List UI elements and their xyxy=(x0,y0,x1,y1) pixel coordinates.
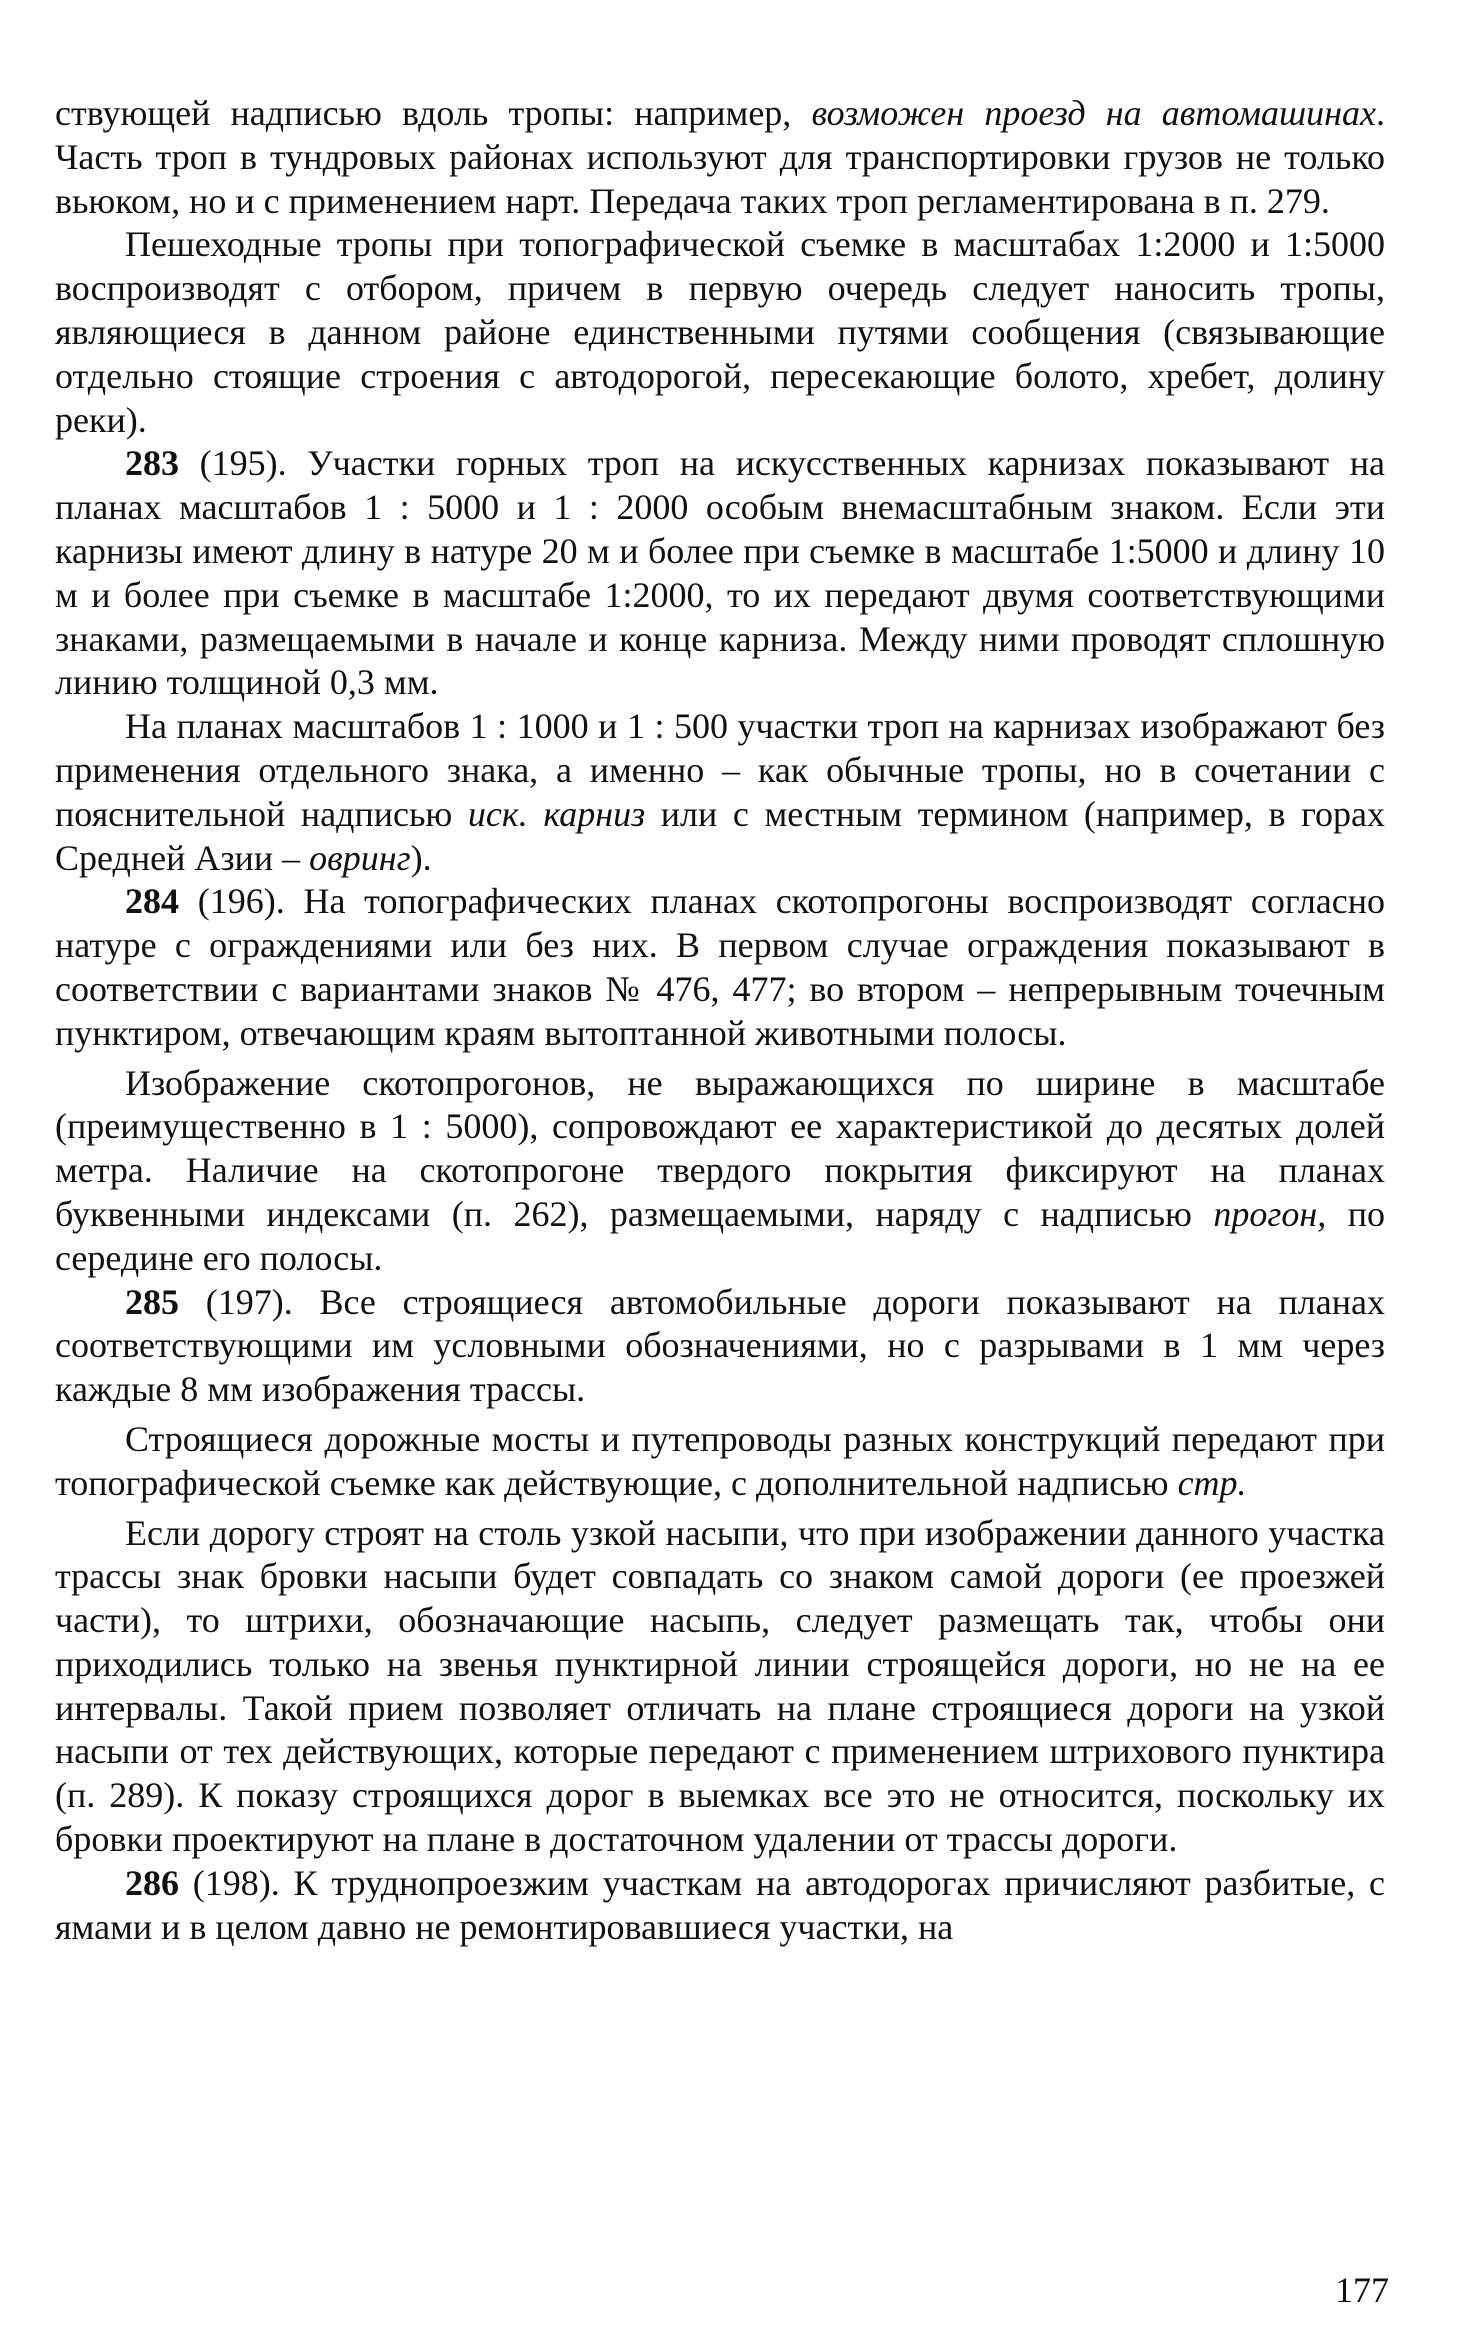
text-run: Изображение скотопрогонов, не выражающихся по ширине в масштабе (преимущественно в 1 : 5000), сопровождают ее характеристикой до десятых долей метра. Наличие на скотопрогоне твердого покрытия фиксируют на планах буквенными индексами (п. 262), размещаемыми, наряду с надписью xyxy=(55,1062,1385,1234)
text-run: На планах масштабов 1 : 1000 и 1 : 500 участки троп на карнизах изображают без применения отдельного знака, а именно – как обычные тропы, но в сочетании с пояснительной надписью xyxy=(55,706,1385,834)
page-number: 177 xyxy=(1335,2270,1389,2310)
paragraph xyxy=(55,705,1385,880)
text-run: ствующей надписью вдоль тропы: например, xyxy=(55,93,812,133)
text-run: или с местным термином (например, в горах Средней Азии – xyxy=(55,793,1386,878)
text-run: Строящиеся дорожные мосты и путепроводы разных конструкций передают при топографической съемке как действующие, с дополнительной надписью xyxy=(55,1418,1385,1503)
section-number: 284 xyxy=(125,881,179,922)
italic-term: возможен проезд на автомашинах xyxy=(811,93,1376,133)
section-number: 283 xyxy=(125,443,179,484)
text-run: по середине его полосы. xyxy=(55,1193,1386,1278)
italic-term: прогон, xyxy=(1213,1193,1327,1234)
text-run: (196). На топографических планах скотопрогоны воспроизводят согласно натуре с ограждениями или без них. В первом случае ограждения показывают в соответствии с вариантами знаков № 476, 477; во втором – непрерывным точечным пунктиром, отвечающим краям вытоптанной животными полосы. xyxy=(55,881,1385,1053)
paragraph xyxy=(55,1281,1385,1412)
text-run: . Часть троп в тундровых районах используют для транспортировки грузов не только вьюком, но и с применением нарт. Передача таких троп регламентирована в п. 279. xyxy=(55,93,1385,221)
text-run: ). xyxy=(410,837,432,878)
paragraph xyxy=(55,1062,1385,1281)
paragraph xyxy=(55,92,1385,223)
section-number: 285 xyxy=(125,1281,179,1322)
text-run: (198). К труднопроезжим участкам на автодорогах причисляют разбитые, с ямами и в целом давно не ремонтировавшиеся участки, на xyxy=(55,1862,1385,1947)
text-run: Если дорогу строят на столь узкой насыпи, что при изображении данного участка трассы знак бровки насыпи будет совпадать со знаком самой дороги (ее проезжей части), то штрихи, обозначающие насыпь, следует размещать так, чтобы они приходились только на звенья пунктирной линии строящейся дороги, но не на ее интервалы. Такой прием позволяет отличать на плане строящиеся дороги на узкой насыпи от тех действующих, которые передают с применением штрихового пунктира (п. 289). К показу строящихся дорог в выемках все это не относится, поскольку их бровки проектируют на плане в достаточном удалении от трассы дороги. xyxy=(55,1512,1385,1860)
text-run: (197). Все строящиеся автомобильные дороги показывают на планах соответствующими им условными обозначениями, но с разрывами в 1 мм через каждые 8 мм изображения трассы. xyxy=(55,1281,1385,1410)
italic-term: овринг xyxy=(309,837,411,878)
body-text xyxy=(55,92,1385,1949)
paragraph xyxy=(55,1862,1385,1950)
section-number: 286 xyxy=(125,1862,179,1903)
italic-term: стр. xyxy=(1177,1462,1247,1503)
italic-term: иск. карниз xyxy=(467,793,646,834)
text-run: Пешеходные тропы при топографической съемке в масштабах 1:2000 и 1:5000 воспроизводят с отбором, причем в первую очередь следует наносить тропы, являющиеся в данном районе единственными путями сообщения (связывающие отдельно стоящие строения с автодорогой, пересекающие болото, хребет, долину реки). xyxy=(55,224,1385,440)
paragraph xyxy=(55,442,1385,705)
paragraph xyxy=(55,223,1385,442)
paragraph xyxy=(55,1418,1385,1506)
paragraph xyxy=(55,1512,1385,1862)
paragraph xyxy=(55,880,1385,1055)
text-run: (195). Участки горных троп на искусственных карнизах показывают на планах масштабов 1 : 5000 и 1 : 2000 особым внемасштабным знаком. Если эти карнизы имеют длину в натуре 20 м и более при съемке в масштабе 1:5000 и длину 10 м и более при съемке в масштабе 1:2000, то их передают двумя соответствующими знаками, размещаемыми в начале и конце карниза. Между ними проводят сплошную линию толщиной 0,3 мм. xyxy=(55,443,1385,703)
